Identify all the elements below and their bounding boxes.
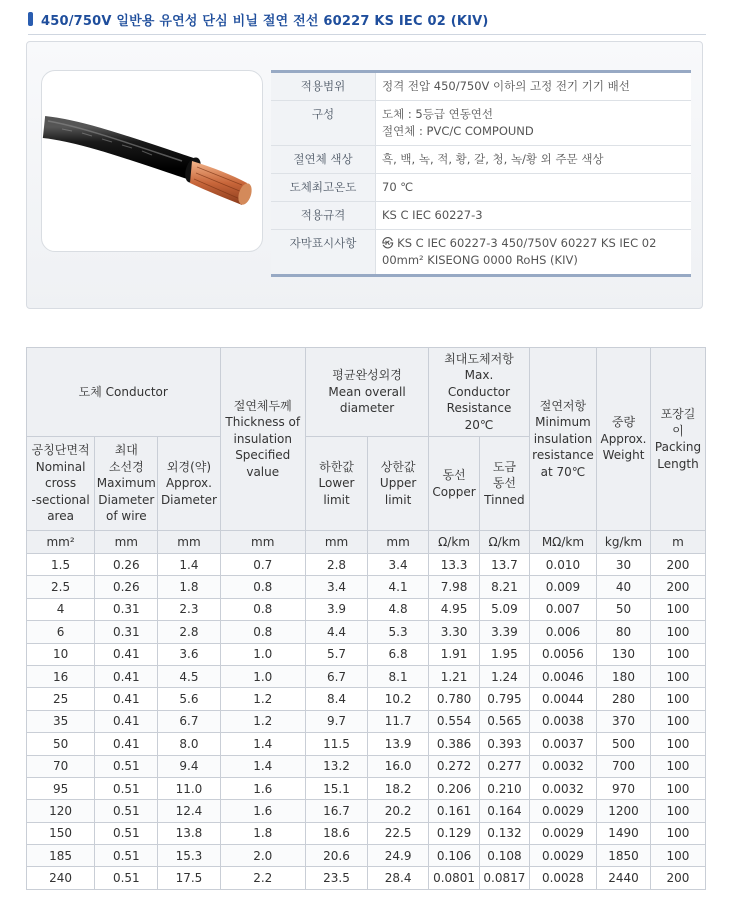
table-cell: 1.21	[429, 665, 480, 687]
table-cell: 100	[650, 800, 705, 822]
packing-header: 포장길 이 Packing Length	[650, 348, 705, 531]
table-cell: 1490	[597, 822, 651, 844]
spec-table-body	[27, 554, 706, 890]
table-cell: 1850	[597, 845, 651, 867]
table-cell: 240	[27, 867, 95, 889]
table-cell: 1.95	[480, 643, 530, 665]
table-cell: 0.272	[429, 755, 480, 777]
table-cell: 0.554	[429, 710, 480, 732]
spec-table	[26, 347, 706, 890]
table-cell: 0.386	[429, 733, 480, 755]
info-row	[271, 174, 691, 202]
table-cell: 1.4	[220, 733, 305, 755]
table-cell: 0.8	[220, 576, 305, 598]
page-title-bar	[28, 8, 489, 30]
table-cell: 22.5	[368, 822, 429, 844]
table-row	[27, 576, 706, 598]
table-cell: 95	[27, 777, 95, 799]
table-cell: 1.5	[27, 554, 95, 576]
cable-photo-icon	[42, 71, 262, 251]
table-cell: 13.7	[480, 554, 530, 576]
table-cell: 0.31	[95, 598, 158, 620]
table-cell: 100	[650, 665, 705, 687]
title-divider	[28, 34, 706, 35]
info-value: 정격 전압 450/750V 이하의 고정 전기 기기 배선	[382, 79, 630, 93]
table-cell: 23.5	[305, 867, 367, 889]
info-value: 도체 : 5등급 연동연선 절연체 : PVC/C COMPOUND	[382, 107, 534, 138]
table-cell: 4	[27, 598, 95, 620]
table-cell: 0.565	[480, 710, 530, 732]
table-cell: 8.1	[368, 665, 429, 687]
table-row	[27, 688, 706, 710]
info-label: 적용범위	[271, 72, 376, 101]
table-cell: 1.0	[220, 665, 305, 687]
table-cell: 2.5	[27, 576, 95, 598]
table-cell: 4.95	[429, 598, 480, 620]
header-row	[27, 348, 706, 437]
table-cell: 16.7	[305, 800, 367, 822]
table-cell: 9.7	[305, 710, 367, 732]
info-label: 도체최고온도	[271, 174, 376, 202]
insulation-resistance-header: 절연저항 Minimum insulation resistance at 70℃	[529, 348, 596, 531]
max-resistance-header: 최대도체저항 Max. Conductor Resistance 20℃	[429, 348, 530, 437]
table-cell: 0.164	[480, 800, 530, 822]
table-cell: 0.0029	[529, 800, 596, 822]
table-cell: 200	[650, 554, 705, 576]
table-row	[27, 733, 706, 755]
table-cell: 1.0	[220, 643, 305, 665]
table-cell: 2.0	[220, 845, 305, 867]
table-cell: 970	[597, 777, 651, 799]
unit-cell: mm	[305, 531, 367, 554]
table-cell: 100	[650, 688, 705, 710]
table-cell: 0.26	[95, 554, 158, 576]
table-cell: 0.41	[95, 665, 158, 687]
table-cell: 0.41	[95, 710, 158, 732]
table-cell: 180	[597, 665, 651, 687]
table-cell: 13.8	[158, 822, 220, 844]
table-cell: 0.0038	[529, 710, 596, 732]
table-cell: 13.2	[305, 755, 367, 777]
table-cell: 0.51	[95, 845, 158, 867]
table-cell: 120	[27, 800, 95, 822]
table-cell: 1.2	[220, 688, 305, 710]
table-cell: 0.0817	[480, 867, 530, 889]
unit-cell: m	[650, 531, 705, 554]
table-cell: 200	[650, 576, 705, 598]
table-cell: 0.0032	[529, 755, 596, 777]
table-cell: 0.31	[95, 621, 158, 643]
table-cell: 40	[597, 576, 651, 598]
table-cell: 0.51	[95, 777, 158, 799]
table-row	[27, 867, 706, 889]
table-cell: 2.2	[220, 867, 305, 889]
thickness-header: 절연체두께 Thickness of insulation Specified value	[220, 348, 305, 531]
table-cell: 6.7	[305, 665, 367, 687]
table-cell: 16	[27, 665, 95, 687]
table-cell: 5.7	[305, 643, 367, 665]
table-cell: 0.0044	[529, 688, 596, 710]
table-cell: 1.4	[158, 554, 220, 576]
table-cell: 25	[27, 688, 95, 710]
table-cell: 8.0	[158, 733, 220, 755]
table-cell: 0.41	[95, 688, 158, 710]
table-cell: 1.6	[220, 777, 305, 799]
table-cell: 130	[597, 643, 651, 665]
table-cell: 0.161	[429, 800, 480, 822]
table-cell: 100	[650, 643, 705, 665]
table-cell: 280	[597, 688, 651, 710]
table-cell: 0.009	[529, 576, 596, 598]
table-cell: 0.006	[529, 621, 596, 643]
table-cell: 0.0029	[529, 822, 596, 844]
table-cell: 0.0029	[529, 845, 596, 867]
table-row	[27, 665, 706, 687]
table-cell: 50	[27, 733, 95, 755]
table-cell: 11.5	[305, 733, 367, 755]
table-cell: 100	[650, 845, 705, 867]
table-cell: 9.4	[158, 755, 220, 777]
table-cell: 13.3	[429, 554, 480, 576]
table-cell: 3.6	[158, 643, 220, 665]
table-cell: 18.2	[368, 777, 429, 799]
table-cell: 15.1	[305, 777, 367, 799]
table-cell: 2.3	[158, 598, 220, 620]
table-cell: 8.21	[480, 576, 530, 598]
table-cell: 0.0056	[529, 643, 596, 665]
info-row	[271, 72, 691, 101]
table-cell: 0.132	[480, 822, 530, 844]
table-cell: 11.7	[368, 710, 429, 732]
table-cell: 0.0037	[529, 733, 596, 755]
table-cell: 0.51	[95, 800, 158, 822]
table-cell: 30	[597, 554, 651, 576]
unit-cell: kg/km	[597, 531, 651, 554]
info-row	[271, 101, 691, 146]
table-cell: 2.8	[305, 554, 367, 576]
table-cell: 200	[650, 867, 705, 889]
cable-image	[41, 70, 263, 252]
spec-info-table	[271, 70, 691, 277]
info-value: 70 ℃	[382, 180, 414, 194]
table-cell: 4.1	[368, 576, 429, 598]
units-row	[27, 531, 706, 554]
table-cell: 1.8	[158, 576, 220, 598]
info-label: 구성	[271, 101, 376, 146]
conductor-header: 도체 Conductor	[27, 348, 221, 437]
table-cell: 7.98	[429, 576, 480, 598]
table-cell: 100	[650, 777, 705, 799]
table-cell: 2.8	[158, 621, 220, 643]
info-row	[271, 230, 691, 276]
table-cell: 15.3	[158, 845, 220, 867]
unit-cell: Ω/km	[429, 531, 480, 554]
table-cell: 20.2	[368, 800, 429, 822]
table-cell: 0.108	[480, 845, 530, 867]
table-cell: 24.9	[368, 845, 429, 867]
page-title: 450/750V 일반용 유연성 단심 비닐 절연 전선 60227 KS IEC 02 (KIV)	[41, 13, 489, 29]
table-cell: 6.8	[368, 643, 429, 665]
table-cell: 185	[27, 845, 95, 867]
unit-cell: mm²	[27, 531, 95, 554]
table-cell: 0.41	[95, 643, 158, 665]
table-cell: 100	[650, 733, 705, 755]
table-cell: 13.9	[368, 733, 429, 755]
info-value: KS C IEC 60227-3	[382, 208, 483, 222]
table-cell: 1.91	[429, 643, 480, 665]
table-cell: 10.2	[368, 688, 429, 710]
table-cell: 18.6	[305, 822, 367, 844]
table-cell: 0.0032	[529, 777, 596, 799]
table-cell: 370	[597, 710, 651, 732]
info-value: ㉿ KS C IEC 60227-3 450/750V 60227 KS IEC 02 00mm² KISEONG 0000 RoHS (KIV)	[382, 236, 657, 267]
table-cell: 1.8	[220, 822, 305, 844]
table-cell: 1200	[597, 800, 651, 822]
table-row	[27, 845, 706, 867]
table-row	[27, 800, 706, 822]
table-cell: 4.8	[368, 598, 429, 620]
unit-cell: mm	[220, 531, 305, 554]
table-cell: 3.4	[368, 554, 429, 576]
info-label: 적용규격	[271, 202, 376, 230]
unit-cell: Ω/km	[480, 531, 530, 554]
table-cell: 0.010	[529, 554, 596, 576]
table-cell: 2440	[597, 867, 651, 889]
table-cell: 0.277	[480, 755, 530, 777]
unit-cell: mm	[95, 531, 158, 554]
table-cell: 0.393	[480, 733, 530, 755]
table-row	[27, 554, 706, 576]
tinned-header: 도금 동선 Tinned	[480, 437, 530, 531]
table-row	[27, 755, 706, 777]
nominal-header: 공칭단면적 Nominal cross -sectional area	[27, 437, 95, 531]
table-cell: 1.4	[220, 755, 305, 777]
table-row	[27, 598, 706, 620]
table-cell: 4.4	[305, 621, 367, 643]
unit-cell: mm	[368, 531, 429, 554]
table-cell: 100	[650, 710, 705, 732]
table-cell: 0.41	[95, 733, 158, 755]
table-cell: 150	[27, 822, 95, 844]
table-cell: 0.51	[95, 822, 158, 844]
unit-cell: MΩ/km	[529, 531, 596, 554]
table-cell: 0.106	[429, 845, 480, 867]
table-cell: 0.51	[95, 755, 158, 777]
info-label: 자막표시사항	[271, 230, 376, 276]
table-cell: 3.39	[480, 621, 530, 643]
table-cell: 12.4	[158, 800, 220, 822]
table-cell: 5.09	[480, 598, 530, 620]
table-cell: 1.2	[220, 710, 305, 732]
table-cell: 0.0028	[529, 867, 596, 889]
table-cell: 0.8	[220, 598, 305, 620]
table-cell: 3.4	[305, 576, 367, 598]
upper-limit-header: 상한값 Upper limit	[368, 437, 429, 531]
table-cell: 0.8	[220, 621, 305, 643]
lower-limit-header: 하한값 Lower limit	[305, 437, 367, 531]
table-row	[27, 710, 706, 732]
info-row	[271, 146, 691, 174]
table-cell: 70	[27, 755, 95, 777]
table-cell: 28.4	[368, 867, 429, 889]
table-cell: 11.0	[158, 777, 220, 799]
table-cell: 0.206	[429, 777, 480, 799]
info-value: 흑, 백, 녹, 적, 황, 갈, 청, 녹/황 외 주문 색상	[382, 152, 604, 166]
table-cell: 0.26	[95, 576, 158, 598]
table-cell: 5.3	[368, 621, 429, 643]
table-cell: 17.5	[158, 867, 220, 889]
table-cell: 35	[27, 710, 95, 732]
table-cell: 700	[597, 755, 651, 777]
table-cell: 6.7	[158, 710, 220, 732]
table-cell: 100	[650, 598, 705, 620]
weight-header: 중량 Approx. Weight	[597, 348, 651, 531]
mean-overall-header: 평균완성외경 Mean overall diameter	[305, 348, 428, 437]
table-cell: 0.007	[529, 598, 596, 620]
table-cell: 3.30	[429, 621, 480, 643]
table-row	[27, 621, 706, 643]
info-row	[271, 202, 691, 230]
table-cell: 5.6	[158, 688, 220, 710]
table-row	[27, 643, 706, 665]
table-row	[27, 822, 706, 844]
table-cell: 20.6	[305, 845, 367, 867]
table-cell: 0.210	[480, 777, 530, 799]
table-cell: 100	[650, 621, 705, 643]
table-cell: 0.0046	[529, 665, 596, 687]
info-label: 절연체 색상	[271, 146, 376, 174]
table-cell: 1.6	[220, 800, 305, 822]
table-cell: 80	[597, 621, 651, 643]
table-cell: 0.795	[480, 688, 530, 710]
copper-header: 동선 Copper	[429, 437, 480, 531]
table-cell: 500	[597, 733, 651, 755]
table-cell: 3.9	[305, 598, 367, 620]
table-cell: 6	[27, 621, 95, 643]
table-cell: 50	[597, 598, 651, 620]
table-cell: 100	[650, 755, 705, 777]
table-cell: 0.51	[95, 867, 158, 889]
table-row	[27, 777, 706, 799]
table-cell: 0.129	[429, 822, 480, 844]
table-cell: 100	[650, 822, 705, 844]
table-cell: 4.5	[158, 665, 220, 687]
table-cell: 16.0	[368, 755, 429, 777]
title-marker-icon	[28, 12, 33, 26]
table-cell: 10	[27, 643, 95, 665]
table-cell: 0.0801	[429, 867, 480, 889]
table-cell: 0.7	[220, 554, 305, 576]
table-cell: 1.24	[480, 665, 530, 687]
product-info-box	[26, 41, 703, 309]
approx-diameter-header: 외경(약) Approx. Diameter	[158, 437, 220, 531]
unit-cell: mm	[158, 531, 220, 554]
max-wire-header: 최대 소선경 Maximum Diameter of wire	[95, 437, 158, 531]
table-cell: 0.780	[429, 688, 480, 710]
table-cell: 8.4	[305, 688, 367, 710]
